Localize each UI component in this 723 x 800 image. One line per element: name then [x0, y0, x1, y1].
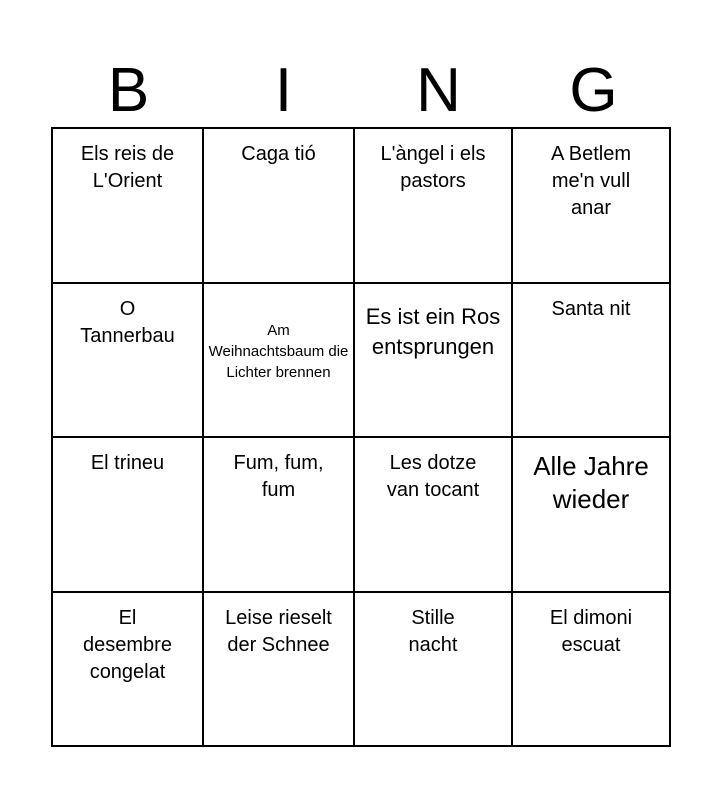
bingo-cell[interactable] — [513, 284, 671, 439]
bingo-cell[interactable] — [513, 438, 671, 593]
cell-text: Leise rieselt der Schnee — [225, 606, 332, 656]
header-letter-b: B — [107, 56, 150, 125]
bingo-cell[interactable] — [355, 129, 513, 284]
cell-text: El dimoni escuat — [549, 606, 633, 656]
bingo-cell[interactable] — [355, 284, 513, 439]
bingo-cell[interactable] — [204, 438, 355, 593]
bingo-cell[interactable] — [53, 129, 204, 284]
bingo-cell[interactable] — [204, 593, 355, 748]
cell-text: L'àngel i els pastors — [380, 143, 486, 192]
cell-text: Alle Jahre wieder — [533, 451, 649, 514]
cell-text: Stille nacht — [408, 606, 458, 656]
bingo-cell[interactable] — [204, 284, 355, 439]
cell-text: Santa nit — [551, 297, 631, 320]
cell-text: El trineu — [90, 452, 165, 474]
cell-text: Els reis de L'Orient — [80, 143, 175, 192]
cell-text: Caga tió — [241, 143, 316, 165]
bingo-cell[interactable] — [53, 593, 204, 748]
bingo-header — [51, 56, 671, 126]
bingo-cell[interactable] — [53, 284, 204, 439]
cell-text: Les dotze van tocant — [386, 452, 480, 501]
bingo-cell[interactable] — [513, 129, 671, 284]
bingo-cell[interactable] — [355, 438, 513, 593]
cell-text: Am Weihnachtsbaum die Lichter brennen — [208, 321, 349, 381]
cell-text: Es ist ein Ros entsprungen — [365, 303, 501, 359]
bingo-cell[interactable] — [53, 438, 204, 593]
bingo-cell[interactable] — [355, 593, 513, 748]
bingo-card-grid — [51, 127, 671, 747]
bingo-cell[interactable] — [513, 593, 671, 748]
header-letter-n: N — [416, 56, 461, 125]
cell-text: A Betlem me'n vull anar — [550, 143, 632, 219]
header-letter-i: I — [274, 56, 293, 125]
bingo-cell[interactable] — [204, 129, 355, 284]
cell-text: El desembre congelat — [83, 606, 172, 683]
cell-text: O Tannerbau — [80, 297, 175, 347]
cell-text: Fum, fum, fum — [233, 452, 324, 501]
header-letter-g: G — [569, 56, 618, 125]
